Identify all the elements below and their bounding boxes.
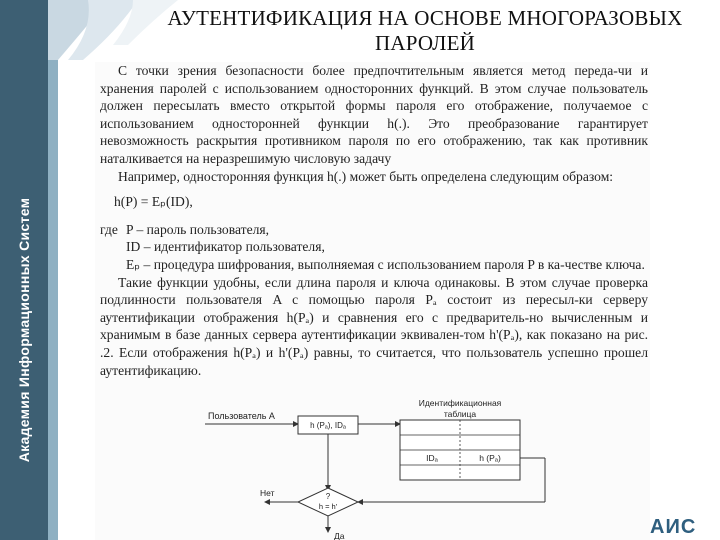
sidebar-academy-title: Академия Информационных Систем [16,197,32,463]
definitions-label: где [100,221,118,237]
paragraph-example: Например, односторонняя функция h(.) может быть определена следующим образом: [118,168,614,184]
ais-logo: АИС [650,516,697,538]
slide-title: АУТЕНТИФИКАЦИЯ НА ОСНОВЕ МНОГОРАЗОВЫХ ПАРОЛЕЙ [167,6,683,55]
definition-item: P – пароль пользователя, [126,221,270,237]
paragraph-verification: Такие функции удобны, если длина пароля и ключа одинаковы. В этом случае проверка подлинности пользователя A с помощью пароля Pₐ состоит из пересыл-ки серверу аутентификации отображения h(Pₐ) и сравнения его с предваритель-но вычисленным и хранимым в базе данных сервера аутентификации эквивален-том h'(Pₐ), как показано на рис. .2. Если отображения h(Pₐ) и h'(Pₐ) равны, то считается, что пользователь успешно прошел аутентификацию. [100,274,648,378]
document-body [100,62,648,379]
formula: h(P) = Eₚ(ID), [114,194,193,210]
definitions-list [100,221,648,274]
decision-expression: h = h' [318,502,338,511]
definition-item: Eₚ – процедура шифрования, выполняемая с использованием пароля P в ка-честве ключа. [126,256,645,272]
table-title-2: таблица [443,409,477,419]
packet-label: h (Pₐ), IDₐ [310,421,346,430]
table-cell-id: IDₐ [426,453,438,463]
sidebar-accent-strip [48,0,58,540]
yes-label: Да [334,531,345,540]
table-title-1: Идентификационная [418,398,502,408]
diagram-user-label: Пользователь A [208,411,275,421]
identification-table [400,420,520,480]
paragraph-one-way-functions: С точки зрения безопасности более предпочтительным является метод переда-чи и хранения паролей с использованием односторонних функций. В этом случае пользователь должен пересылать вместо открытой формы пароля его отображение, получаемое с использованием односторонней функции h(.). Это преобразование гарантирует невозможность раскрытия противником пароля по его отображению, так как противник наталкивается на неразрешимую числовую задачу [100,63,648,166]
table-cell-hash: h (Pₐ) [479,453,501,463]
decision-question: ? [325,492,331,501]
sidebar-band [0,0,48,540]
no-label: Нет [260,488,275,498]
authentication-diagram [200,390,570,540]
definition-item: ID – идентификатор пользователя, [126,239,325,255]
